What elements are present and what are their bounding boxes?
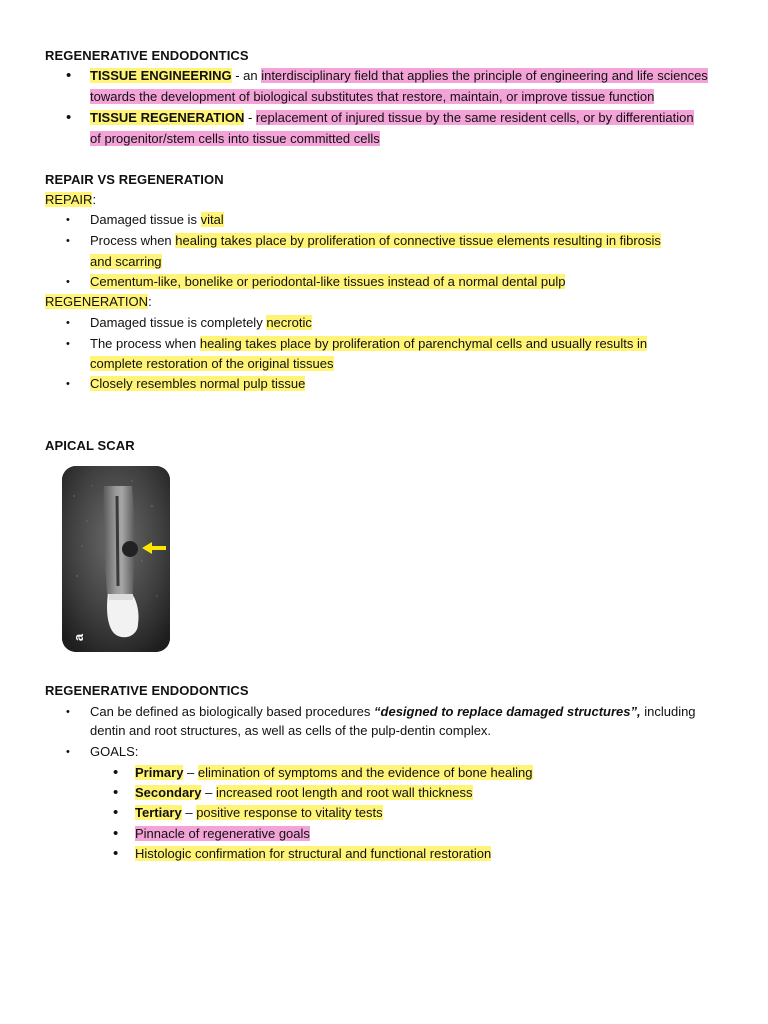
repair-bullet-2-line1 (90, 231, 661, 251)
term-tissue-regeneration: TISSUE REGENERATION (90, 110, 245, 125)
emphasis-quote: “designed to replace damaged structures”, (374, 704, 641, 719)
image-letter-label: a (71, 633, 87, 642)
bullet: • (66, 378, 70, 390)
section-heading-apical-scar: APICAL SCAR (45, 438, 135, 453)
bullet: • (66, 706, 70, 718)
regeneration-label-line (45, 292, 152, 312)
regeneration-bullet-2-line1 (90, 334, 647, 354)
goal-text: positive response to vitality tests (196, 805, 383, 820)
repair-label-line (45, 190, 96, 210)
radiograph-svg (62, 466, 170, 652)
highlight: vital (200, 212, 224, 227)
dash: – (181, 805, 197, 820)
goal-pinnacle (135, 824, 310, 844)
regeneration-bullet-3 (90, 374, 305, 394)
bullet: • (113, 784, 119, 801)
repair-label: REPAIR (45, 192, 93, 207)
repair-bullet-3 (90, 272, 565, 292)
text: Damaged tissue is (90, 212, 201, 227)
dash: – (183, 765, 198, 780)
text: Damaged tissue is completely (90, 315, 267, 330)
bullet: • (66, 338, 70, 350)
bullet: • (66, 214, 70, 226)
separator: - (244, 110, 256, 125)
highlight: complete restoration of the original tissues (90, 356, 334, 371)
definition-text: towards the development of biological substitutes that restore, maintain, or improve tissue function (90, 89, 655, 104)
repair-bullet-2-line2 (90, 252, 162, 272)
bullet: • (66, 235, 70, 247)
goal-primary (135, 763, 533, 783)
dental-radiograph-image (62, 466, 170, 652)
highlight: healing takes place by proliferation of parenchymal cells and usually results in (199, 336, 648, 351)
tissue-regeneration-line1 (90, 108, 694, 128)
tissue-engineering-line2 (90, 87, 654, 107)
separator: - an (231, 68, 262, 83)
section-heading-regenerative-endodontics-2: REGENERATIVE ENDODONTICS (45, 683, 249, 698)
tissue-regeneration-line2 (90, 129, 380, 149)
term-tissue-engineering: TISSUE ENGINEERING (90, 68, 232, 83)
text: including (640, 704, 696, 719)
section-heading-regenerative-endodontics: REGENERATIVE ENDODONTICS (45, 48, 249, 63)
colon: : (148, 294, 152, 309)
tissue-engineering-line1 (90, 66, 708, 86)
bullet: • (66, 109, 72, 126)
goals-label: GOALS: (90, 744, 139, 759)
bullet: • (66, 67, 72, 84)
bullet: • (66, 317, 70, 329)
goal-tertiary (135, 803, 383, 823)
colon: : (92, 192, 97, 207)
text: Process when (90, 233, 176, 248)
bullet: • (113, 764, 119, 781)
bullet: • (66, 746, 70, 758)
apical-lesion (122, 541, 138, 557)
goal-text: Pinnacle of regenerative goals (135, 826, 310, 841)
highlight: Cementum-like, bonelike or periodontal-like tissues instead of a normal dental pulp (90, 274, 566, 289)
goal-text: elimination of symptoms and the evidence of bone healing (197, 765, 533, 780)
goal-text: increased root length and root wall thickness (215, 785, 473, 800)
goal-text: Histologic confirmation for structural and functional restoration (135, 846, 492, 861)
highlight: and scarring (90, 254, 162, 269)
goal-term: Tertiary (135, 805, 182, 820)
definition-line2: dentin and root structures, as well as cells of the pulp-dentin complex. (90, 723, 492, 738)
bullet: • (66, 276, 70, 288)
regeneration-bullet-2-line2 (90, 354, 334, 374)
dash: – (201, 785, 216, 800)
highlight: healing takes place by proliferation of connective tissue elements resulting in fibrosis (175, 233, 661, 248)
bullet: • (113, 825, 119, 842)
definition-text: interdisciplinary field that applies the principle of engineering and life sciences (261, 68, 708, 83)
goal-term: Secondary (135, 785, 202, 800)
highlight: necrotic (266, 315, 312, 330)
bullet: • (113, 845, 119, 862)
regeneration-bullet-1 (90, 313, 312, 333)
goal-term: Primary (135, 765, 184, 780)
regeneration-label: REGENERATION (45, 294, 149, 309)
definition-text: of progenitor/stem cells into tissue committed cells (90, 131, 380, 146)
goal-secondary (135, 783, 473, 803)
text: Can be defined as biologically based procedures (90, 704, 375, 719)
repair-bullet-1 (90, 210, 224, 230)
goal-histologic (135, 844, 491, 864)
highlight: Closely resembles normal pulp tissue (90, 376, 306, 391)
definition-line1 (90, 702, 696, 722)
bullet: • (113, 804, 119, 821)
definition-text: replacement of injured tissue by the same resident cells, or by differentiation (255, 110, 694, 125)
text: The process when (90, 336, 200, 351)
section-heading-repair-vs-regeneration: REPAIR VS REGENERATION (45, 172, 224, 187)
